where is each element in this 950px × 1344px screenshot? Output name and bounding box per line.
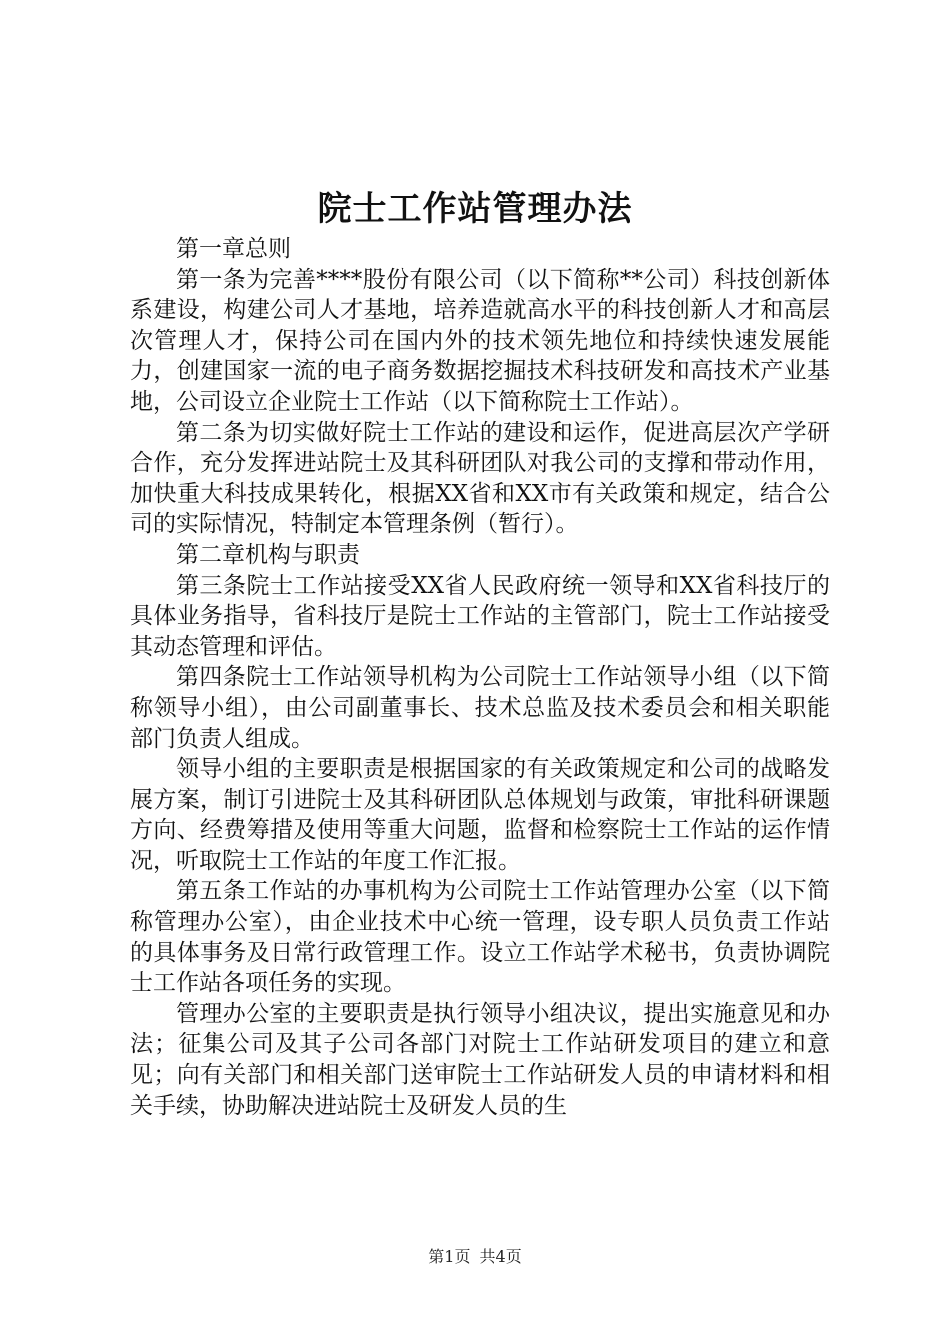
document-body (130, 234, 830, 1121)
page-title: 院士工作站管理办法 (317, 189, 633, 229)
page-footer (0, 1245, 950, 1269)
article-paragraph: 管理办公室的主要职责是执行领导小组决议，提出实施意见和办法；征集公司及其子公司各部门对院士工作站研发项目的建立和意见；向有关部门和相关部门送审院士工作站研发人员的申请材料和相关手续，协助解决进站院士及研发人员的生 (130, 1000, 830, 1119)
article-paragraph: 领导小组的主要职责是根据国家的有关政策规定和公司的战略发展方案，制订引进院士及其科研团队总体规划与政策，审批科研课题方向、经费筹措及使用等重大问题，监督和检察院士工作站的运作情况，听取院士工作站的年度工作汇报。 (130, 756, 830, 874)
article-paragraph: 第三条院士工作站接受XX省人民政府统一领导和XX省科技厅的具体业务指导，省科技厅是院士工作站的主管部门，院士工作站接受其动态管理和评估。 (130, 572, 830, 660)
article-paragraph: 第四条院士工作站领导机构为公司院士工作站领导小组（以下简称领导小组），由公司副董事长、技术总监及技术委员会和相关职能部门负责人组成。 (130, 664, 830, 752)
article-paragraph: 第二条为切实做好院士工作站的建设和运作，促进高层次产学研合作，充分发挥进站院士及其科研团队对我公司的支撑和带动作用，加快重大科技成果转化，根据XX省和XX市有关政策和规定，结合公司的实际情况，特制定本管理条例（暂行）。 (130, 419, 830, 538)
page-total: 共4页 (479, 1247, 522, 1266)
chapter-heading: 第一章总则 (176, 236, 291, 262)
page-number: 第1页 (428, 1247, 471, 1266)
chapter-heading: 第二章机构与职责 (176, 541, 360, 568)
article-paragraph: 第五条工作站的办事机构为公司院士工作站管理办公室（以下简称管理办公室），由企业技术中心统一管理，设专职人员负责工作站的具体事务及日常行政管理工作。设立工作站学术秘书，负责协调院士工作站各项任务的实现。 (130, 878, 830, 997)
article-paragraph: 第一条为完善****股份有限公司（以下简称**公司）科技创新体系建设，构建公司人才基地，培养造就高水平的科技创新人才和高层次管理人才，保持公司在国内外的技术领先地位和持续快速发展能力，创建国家一流的电子商务数据挖掘技术科技研发和高技术产业基地，公司设立企业院士工作站（以下简称院士工作站）。 (130, 266, 830, 415)
